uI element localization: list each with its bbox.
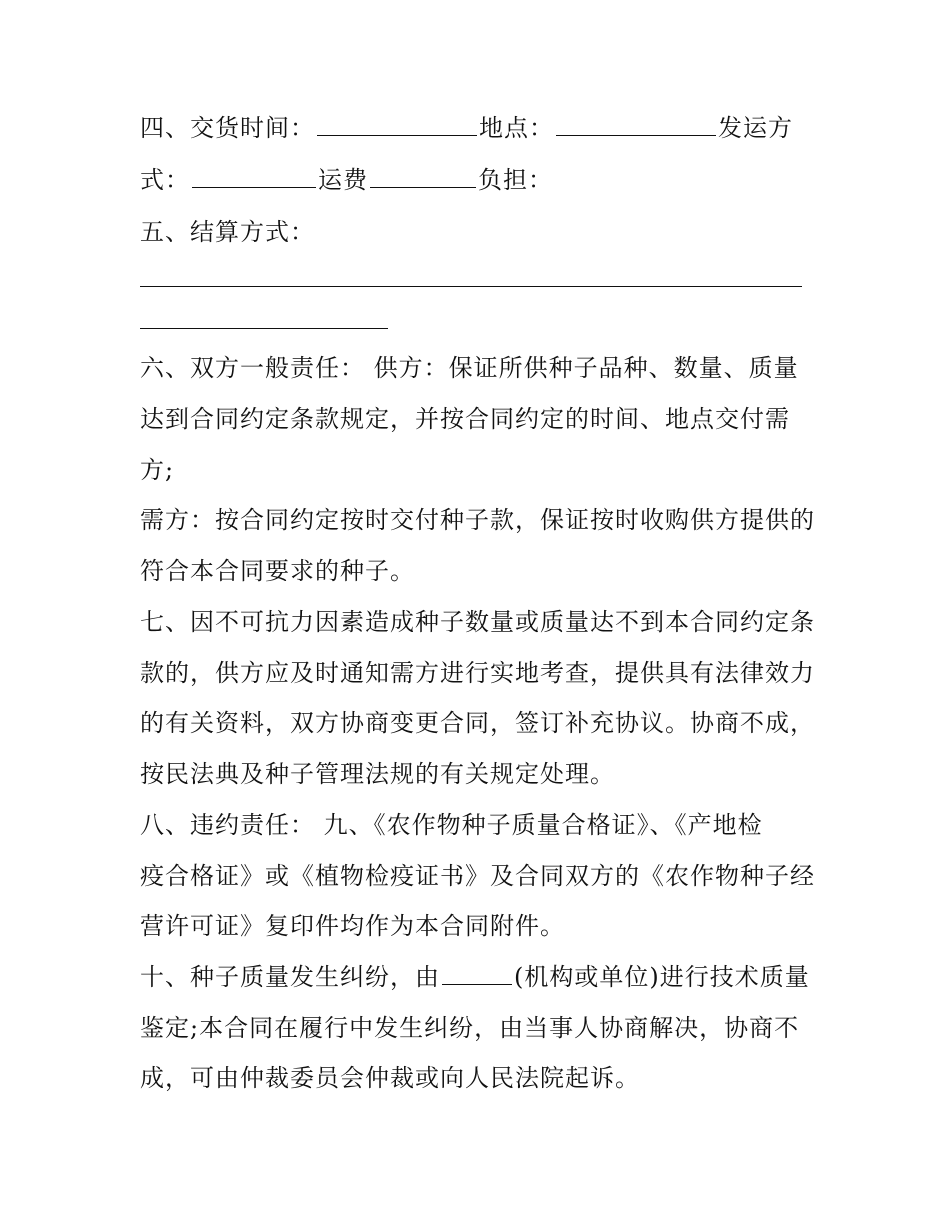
section8-line-2: 疫合格证》或《植物检疫证书》及合同双方的《农作物种子经 bbox=[140, 862, 815, 890]
settlement-blank-line-1[interactable] bbox=[140, 286, 802, 287]
delivery-line-2 bbox=[140, 165, 553, 195]
section10-line-1-start: 十、种子质量发生纠纷，由 bbox=[140, 963, 440, 991]
delivery-time-label: 四、交货时间： bbox=[140, 114, 315, 142]
freight-blank[interactable] bbox=[370, 165, 476, 188]
delivery-line-1 bbox=[140, 113, 793, 143]
section10-line-3: 成，可由仲裁委员会仲裁或向人民法院起诉。 bbox=[140, 1064, 640, 1092]
shipping-method-label-a: 发运方 bbox=[718, 114, 793, 142]
settlement-label: 五、结算方式： bbox=[140, 218, 315, 246]
section10-line-2: 鉴定;本合同在履行中发生纠纷，由当事人协商解决，协商不 bbox=[140, 1014, 800, 1042]
appraisal-agency-blank[interactable] bbox=[442, 962, 512, 985]
freight-label: 运费 bbox=[318, 166, 368, 194]
section7-line-1: 七、因不可抗力因素造成种子数量或质量达不到本合同约定条 bbox=[140, 608, 815, 636]
shipping-method-blank[interactable] bbox=[192, 165, 316, 188]
section8-line-1: 八、违约责任： 九、《农作物种子质量合格证》、《产地检 bbox=[140, 811, 763, 839]
section6-line-1: 六、双方一般责任： 供方：保证所供种子品种、数量、质量 bbox=[140, 354, 799, 382]
section6-line-3: 方; bbox=[140, 456, 175, 484]
delivery-place-blank[interactable] bbox=[556, 113, 716, 136]
freight-bear-label: 负担： bbox=[478, 166, 553, 194]
settlement-blank-line-2[interactable] bbox=[140, 328, 388, 329]
section10-line-1-end: (机构或单位)进行技术质量 bbox=[514, 963, 810, 991]
delivery-place-label: 地点： bbox=[479, 114, 554, 142]
section7-line-3: 的有关资料，双方协商变更合同，签订补充协议。协商不成， bbox=[140, 709, 815, 737]
delivery-time-blank[interactable] bbox=[317, 113, 477, 136]
section6-line-5: 符合本合同要求的种子。 bbox=[140, 557, 415, 585]
shipping-method-label-b: 式： bbox=[140, 166, 190, 194]
section8-line-3: 营许可证》复印件均作为本合同附件。 bbox=[140, 912, 565, 940]
section6-line-2: 达到合同约定条款规定，并按合同约定的时间、地点交付需 bbox=[140, 405, 790, 433]
section10-line-1 bbox=[140, 962, 810, 992]
section7-line-4: 按民法典及种子管理法规的有关规定处理。 bbox=[140, 760, 615, 788]
section6-line-4: 需方：按合同约定按时交付种子款，保证按时收购供方提供的 bbox=[140, 506, 815, 534]
section7-line-2: 款的，供方应及时通知需方进行实地考查，提供具有法律效力 bbox=[140, 659, 815, 687]
